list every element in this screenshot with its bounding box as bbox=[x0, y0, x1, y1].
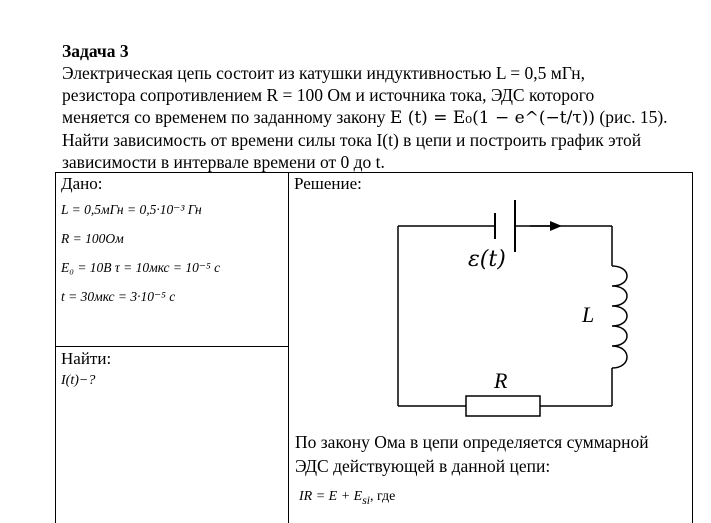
given-item-emf-tau: E₀ = 10В τ = 10мкс = 10⁻⁵ с bbox=[61, 260, 221, 275]
ohm-line-1: По закону Ома в цепи определяется суммарной bbox=[295, 432, 649, 452]
source-label: ε(t) bbox=[468, 247, 506, 272]
given-item-resistance: R = 100Ом bbox=[61, 231, 124, 246]
task-line-1: Электрическая цепь состоит из катушки индуктивностью L = 0,5 мГн, bbox=[62, 63, 585, 83]
task-title: Задача 3 bbox=[62, 41, 129, 61]
given-item-inductance: L = 0,5мГн = 0,5·10⁻³ Гн bbox=[61, 202, 202, 217]
inductor-coil bbox=[612, 266, 627, 368]
inductor-label: L bbox=[582, 302, 595, 327]
task-line-4: Найти зависимость от времени силы тока I(t) в цепи и построить график этой bbox=[62, 130, 642, 150]
resistor-label: R bbox=[494, 368, 508, 393]
solution-label: Решение: bbox=[294, 174, 362, 193]
task-line-3-tail: (рис. 15). bbox=[599, 107, 668, 127]
given-label: Дано: bbox=[61, 174, 103, 193]
equation-tail: , где bbox=[370, 489, 396, 504]
equation-main: IR = E + E bbox=[299, 489, 363, 504]
find-label: Найти: bbox=[61, 349, 112, 368]
emf-law-formula: E (t) = E₀(1 − e^(−t/τ)) bbox=[389, 108, 596, 128]
resistor-symbol bbox=[466, 396, 540, 416]
equation-subscript: si bbox=[362, 493, 370, 507]
task-line-2: резистора сопротивлением R = 100 Ом и источника тока, ЭДС которого bbox=[62, 85, 595, 105]
task-line-3-text: меняется со временем по заданному закону bbox=[62, 107, 386, 127]
find-item: I(t)−? bbox=[61, 373, 96, 388]
given-item-time: t = 30мкс = 3·10⁻⁵ с bbox=[61, 289, 176, 304]
arrow-head-icon bbox=[550, 221, 562, 231]
ohm-line-2: ЭДС действующей в данной цепи: bbox=[295, 456, 551, 476]
task-line-5: зависимости в интервале времени от 0 до t. bbox=[62, 152, 385, 172]
